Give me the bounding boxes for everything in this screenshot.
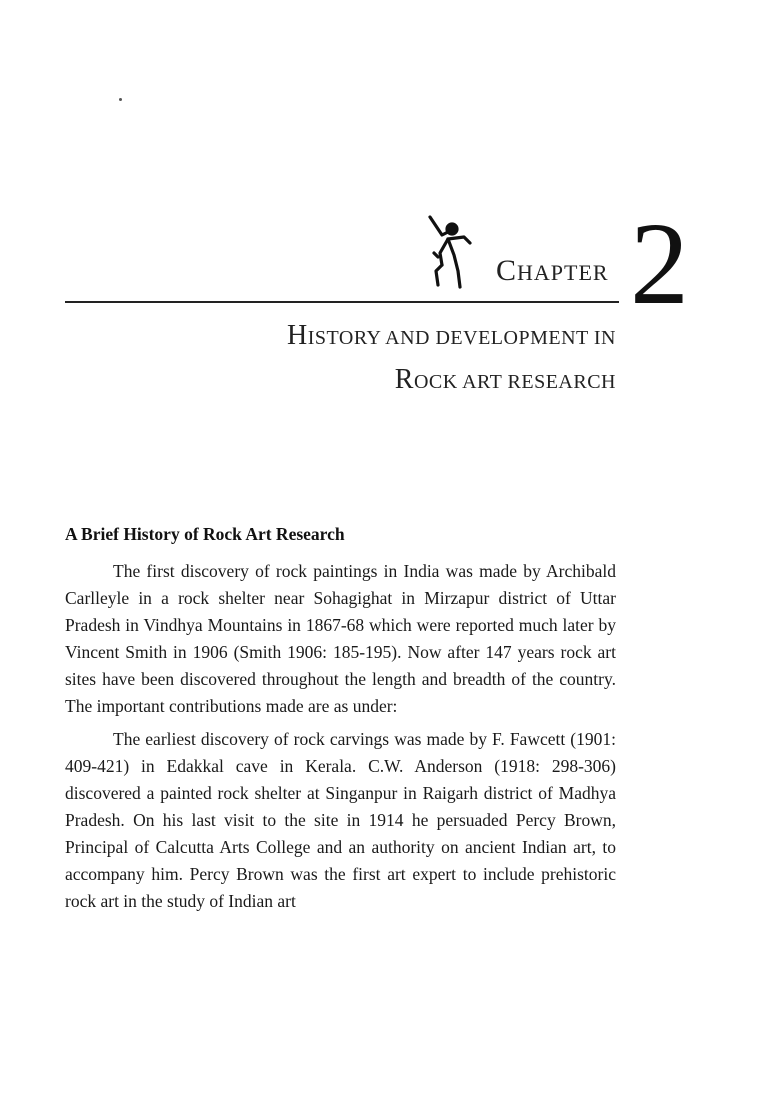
paragraph-1: The first discovery of rock paintings in India was made by Archibald Carlleyle in a rock shelter near Sohagighat in Mirzapur district of Uttar Pradesh in Vindhya Mountains in 1867-68 which were reported much later by Vincent Smith in 1906 (Smith 1906: 185-195). Now after 147 years rock art sites have been discovered throughout the length and breadth of the country. The important contributions made are as under: (65, 561, 616, 716)
stray-dot (119, 98, 122, 101)
chapter-title-line1: HISTORY AND DEVELOPMENT IN (287, 320, 616, 351)
chapter-label: CHAPTER (496, 254, 609, 287)
chapter-rule (65, 301, 619, 303)
dancing-figure-icon (424, 213, 484, 293)
paragraph-2: The earliest discovery of rock carvings was made by F. Fawcett (1901: 409-421) in Edakkal cave in Kerala. C.W. Anderson (1918: 298-306) discovered a painted rock shelter at Singanpur in Raigarh district of Madhya Pradesh. On his last visit to the site in 1914 he persuaded Percy Brown, Principal of Calcutta Arts College and an authority on ancient Indian art, to accompany him. Percy Brown was the first art expert to include prehistoric rock art in the study of Indian art (65, 729, 616, 911)
chapter-title-line2: ROCK ART RESEARCH (394, 364, 616, 395)
chapter-title (287, 315, 616, 403)
chapter-number: 2 (630, 198, 689, 329)
section-heading: A Brief History of Rock Art Research (65, 524, 345, 544)
body-text (65, 558, 616, 921)
